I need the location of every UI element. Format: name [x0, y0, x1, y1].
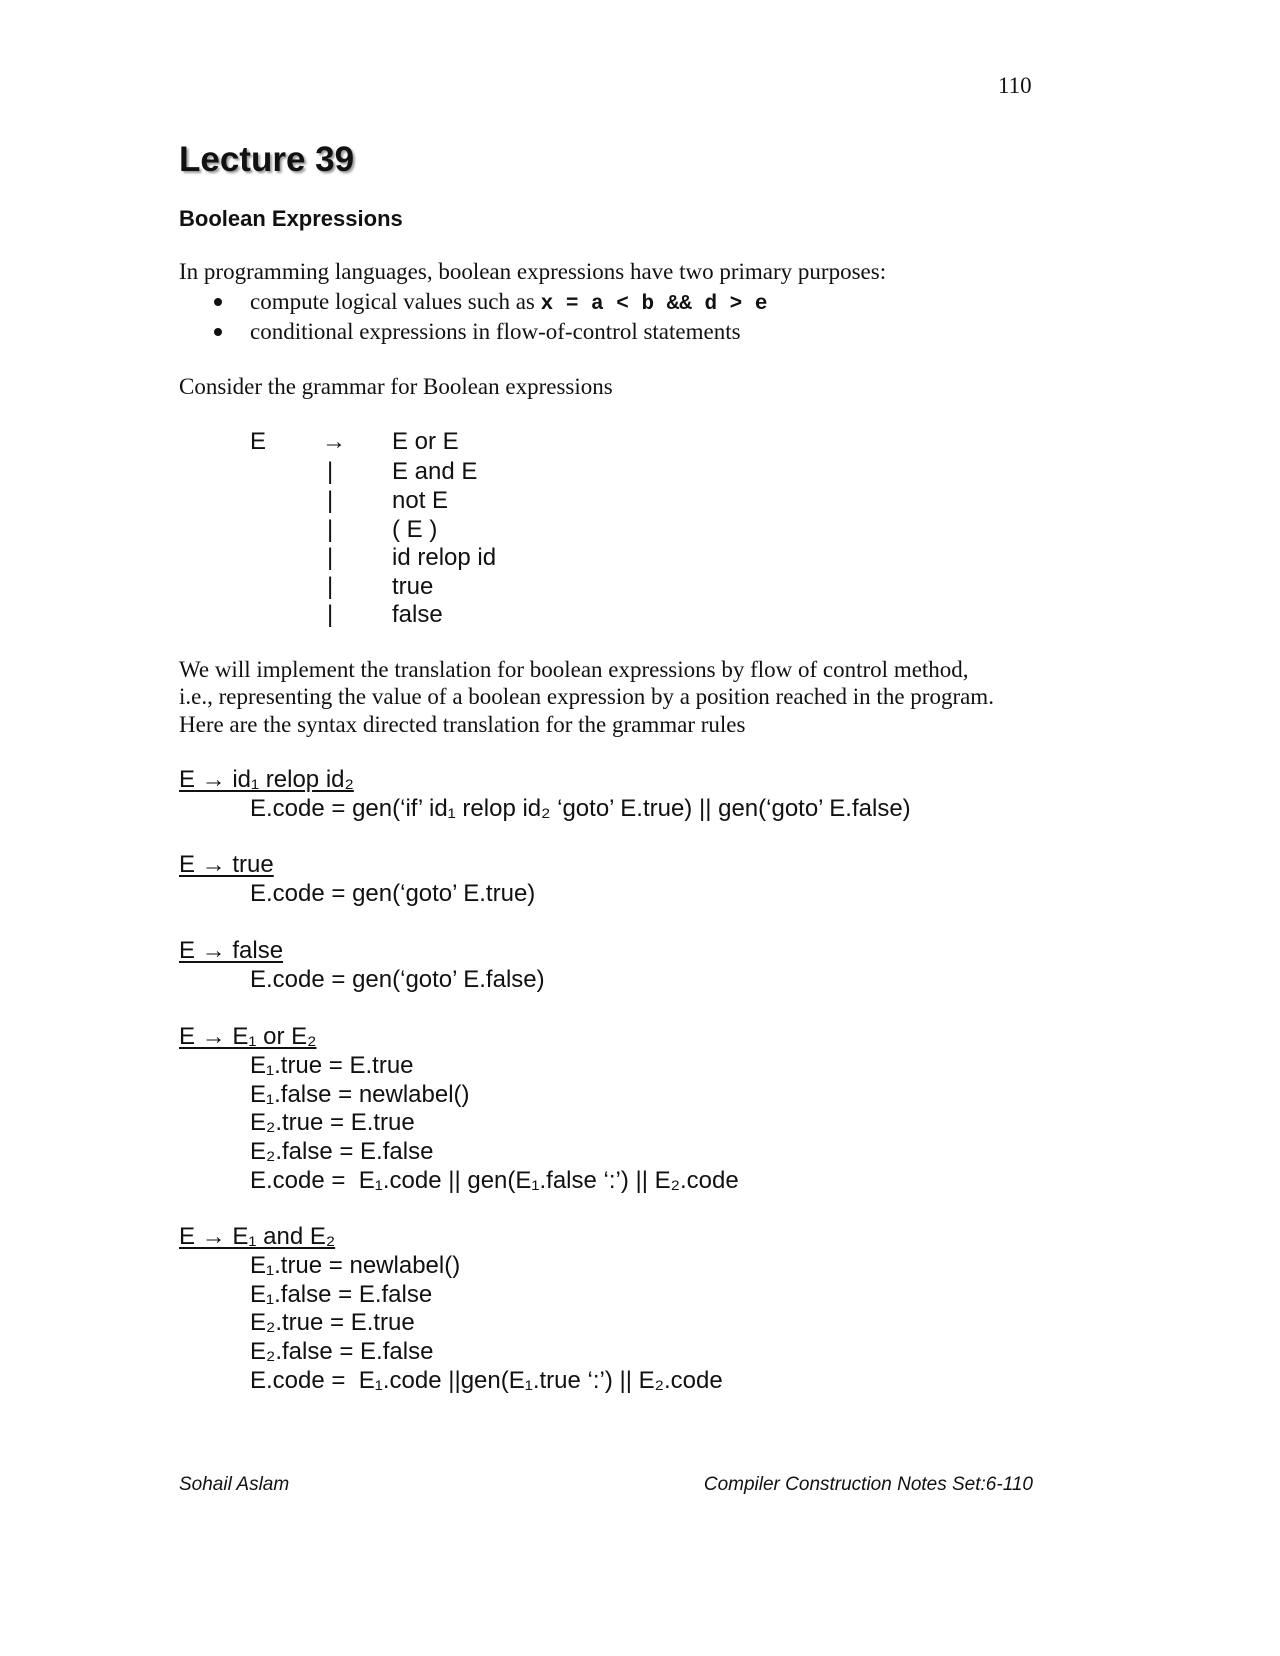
grammar-bar: |: [327, 601, 334, 628]
footer-author: Sohail Aslam: [179, 1474, 290, 1495]
rule-action: E₁.true = newlabel(): [250, 1252, 461, 1279]
rule-action: E₂.false = E.false: [250, 1138, 434, 1166]
paragraph-line: We will implement the translation for boolean expressions by flow of control method,: [179, 657, 969, 682]
footer-title: Compiler Construction Notes Set:6-110: [703, 1474, 1033, 1495]
rule-action: E₁.false = E.false: [250, 1280, 433, 1308]
rule-action: E.code = gen(‘goto’ E.false): [250, 966, 545, 993]
rule-action: E.code = E₁.code || gen(E₁.false ‘:’) || E₂.code: [250, 1166, 739, 1194]
bullet-text: compute logical values such as: [250, 289, 541, 314]
page-title: Lecture 39: [179, 140, 355, 179]
grammar-arrow: →: [322, 428, 346, 455]
grammar-bar: |: [327, 487, 334, 514]
rule-production: E → true: [179, 851, 274, 878]
rule-action: E₁.true = E.true: [250, 1052, 414, 1079]
bullet-icon: [214, 328, 222, 336]
paragraph-line: Here are the syntax directed translation for the grammar rules: [179, 712, 746, 737]
rule-action: E.code = gen(‘if’ id₁ relop id₂ ‘goto’ E.true) || gen(‘goto’ E.false): [250, 795, 911, 822]
grammar-alternative: not E: [392, 487, 449, 514]
grammar-alternative: id relop id: [392, 544, 497, 571]
grammar-intro: Consider the grammar for Boolean expressions: [179, 374, 613, 399]
rule-action: E₂.true = E.true: [250, 1109, 415, 1137]
rule-action: E₂.false = E.false: [250, 1338, 434, 1366]
rule-production: E → E₁ or E₂: [179, 1023, 317, 1050]
grammar-bar: |: [327, 458, 334, 485]
grammar-bar: |: [327, 573, 334, 600]
rule-production: E → false: [179, 937, 284, 964]
rule-action: E.code = E₁.code ||gen(E₁.true ‘:’) || E₂.code: [250, 1366, 723, 1394]
code-snippet: x = a < b && d > e: [540, 293, 768, 316]
grammar-alternative: false: [392, 601, 443, 628]
section-heading: Boolean Expressions: [179, 206, 403, 231]
rule-action: E₁.false = newlabel(): [250, 1080, 470, 1108]
grammar-bar: |: [327, 544, 334, 571]
grammar-lhs: E: [250, 428, 267, 455]
bullet-icon: [214, 298, 222, 306]
rule-action: E₂.true = E.true: [250, 1309, 415, 1337]
paragraph-line: i.e., representing the value of a boolean expression by a position reached in the program.: [179, 684, 994, 709]
rule-production: E → E₁ and E₂: [179, 1223, 336, 1250]
grammar-alternative: ( E ): [392, 516, 438, 543]
intro-text: In programming languages, boolean expressions have two primary purposes:: [179, 259, 887, 284]
bullet-item: [250, 288, 767, 319]
grammar-bar: |: [327, 516, 334, 543]
grammar-alternative: true: [392, 573, 434, 600]
grammar-alternative: E and E: [392, 458, 478, 485]
rule-action: E.code = gen(‘goto’ E.true): [250, 880, 536, 907]
bullet-item: conditional expressions in flow-of-control statements: [250, 319, 741, 344]
grammar-alternative: E or E: [392, 428, 459, 455]
page-number: 110: [998, 73, 1032, 98]
rule-production: E → id₁ relop id₂: [179, 766, 354, 793]
